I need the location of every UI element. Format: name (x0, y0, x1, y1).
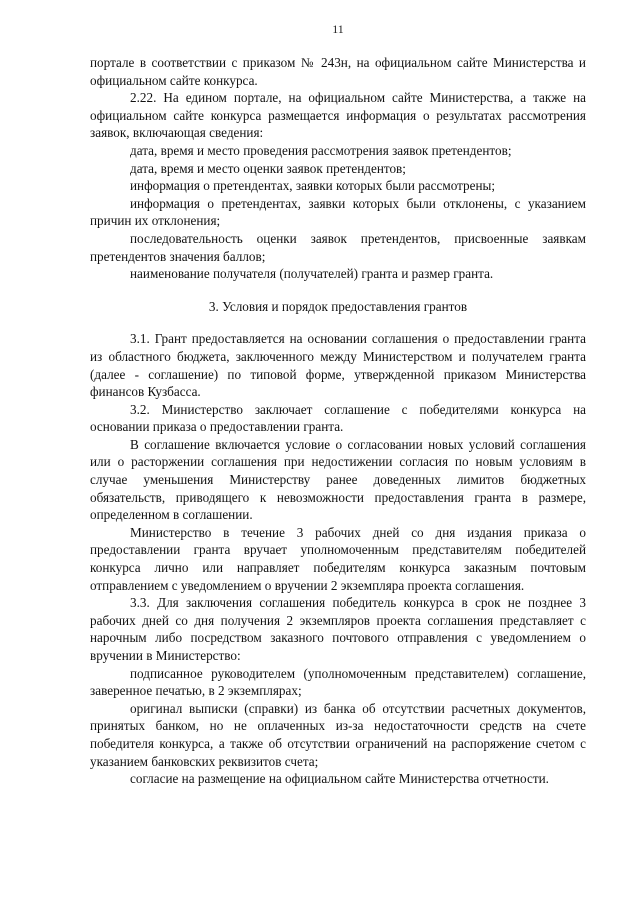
document-page (90, 22, 586, 788)
list-item-grant-recipient: наименование получателя (получателей) гранта и размер гранта. (130, 266, 494, 282)
section-heading-3: 3. Условия и порядок предоставления грантов (208, 298, 468, 314)
paragraph-ministry-delivery: Министерство в течение 3 рабочих дней со дня издания приказа о предоставлении гранта вручает уполномоченным представителям победителей конкурса лично или направляет победителям конкурса заказным почтовым отправлением с уведомлением о вручении 2 экземпляра проекта соглашения. (90, 524, 586, 593)
list-item-publication-consent: согласие на размещение на официальном сайте Министерства отчетности. (130, 771, 549, 787)
paragraph-3-2: 3.2. Министерство заключает соглашение с победителями конкурса на основании приказа о предоставлении гранта. (90, 401, 586, 435)
list-item-rejected-applicants: информация о претендентах, заявки которых были отклонены, с указанием причин их отклонения; (90, 195, 586, 229)
paragraph-agreement-condition: В соглашение включается условие о согласовании новых условий соглашения или о расторжении соглашения при недостижении согласия по новым условиям в случае уменьшения Министерству ранее доведенных лимитов бюджетных обязательств, приводящего к невозможности предоставления гранта в размере, определенном в соглашении. (90, 436, 586, 523)
list-item-evaluation-date: дата, время и место оценки заявок претендентов; (130, 160, 406, 176)
list-item-evaluation-sequence: последовательность оценки заявок претендентов, присвоенные заявкам претендентов значения баллов; (90, 230, 586, 264)
page-number: 11 (332, 22, 344, 36)
list-item-signed-agreement: подписанное руководителем (уполномоченным представителем) соглашение, заверенное печатью, в 2 экземплярах; (90, 665, 586, 699)
list-item-review-date: дата, время и место проведения рассмотрения заявок претендентов; (130, 142, 512, 158)
list-item-bank-statement: оригинал выписки (справки) из банка об отсутствии расчетных документов, принятых банком, но не оплаченных из-за недостаточности средств на счете победителя конкурса, а также об отсутствии ограничений на распоряжение счетом с указанием банковских реквизитов счета; (90, 700, 586, 769)
paragraph-3-3: 3.3. Для заключения соглашения победитель конкурса в срок не позднее 3 рабочих дней со дня получения 2 экземпляров проекта соглашения представляет с нарочным либо посредством заказного почтового отправления с уведомлением о вручении в Министерство: (90, 595, 586, 663)
paragraph-2-22: 2.22. На едином портале, на официальном сайте Министерства, а также на официальном сайте конкурса размещается информация о результатах рассмотрения заявок, включающая сведения: (90, 90, 586, 141)
paragraph-3-1: 3.1. Грант предоставляется на основании соглашения о предоставлении гранта из областного бюджета, заключенного между Министерством и получателем гранта (далее - соглашение) по типовой форме, утвержденной приказом Министерства финансов Кузбасса. (90, 331, 586, 400)
paragraph-continuation: портале в соответствии с приказом № 243н, на официальном сайте Министерства и официальном сайте конкурса. (90, 55, 586, 88)
list-item-reviewed-applicants: информация о претендентах, заявки которых были рассмотрены; (130, 178, 496, 194)
